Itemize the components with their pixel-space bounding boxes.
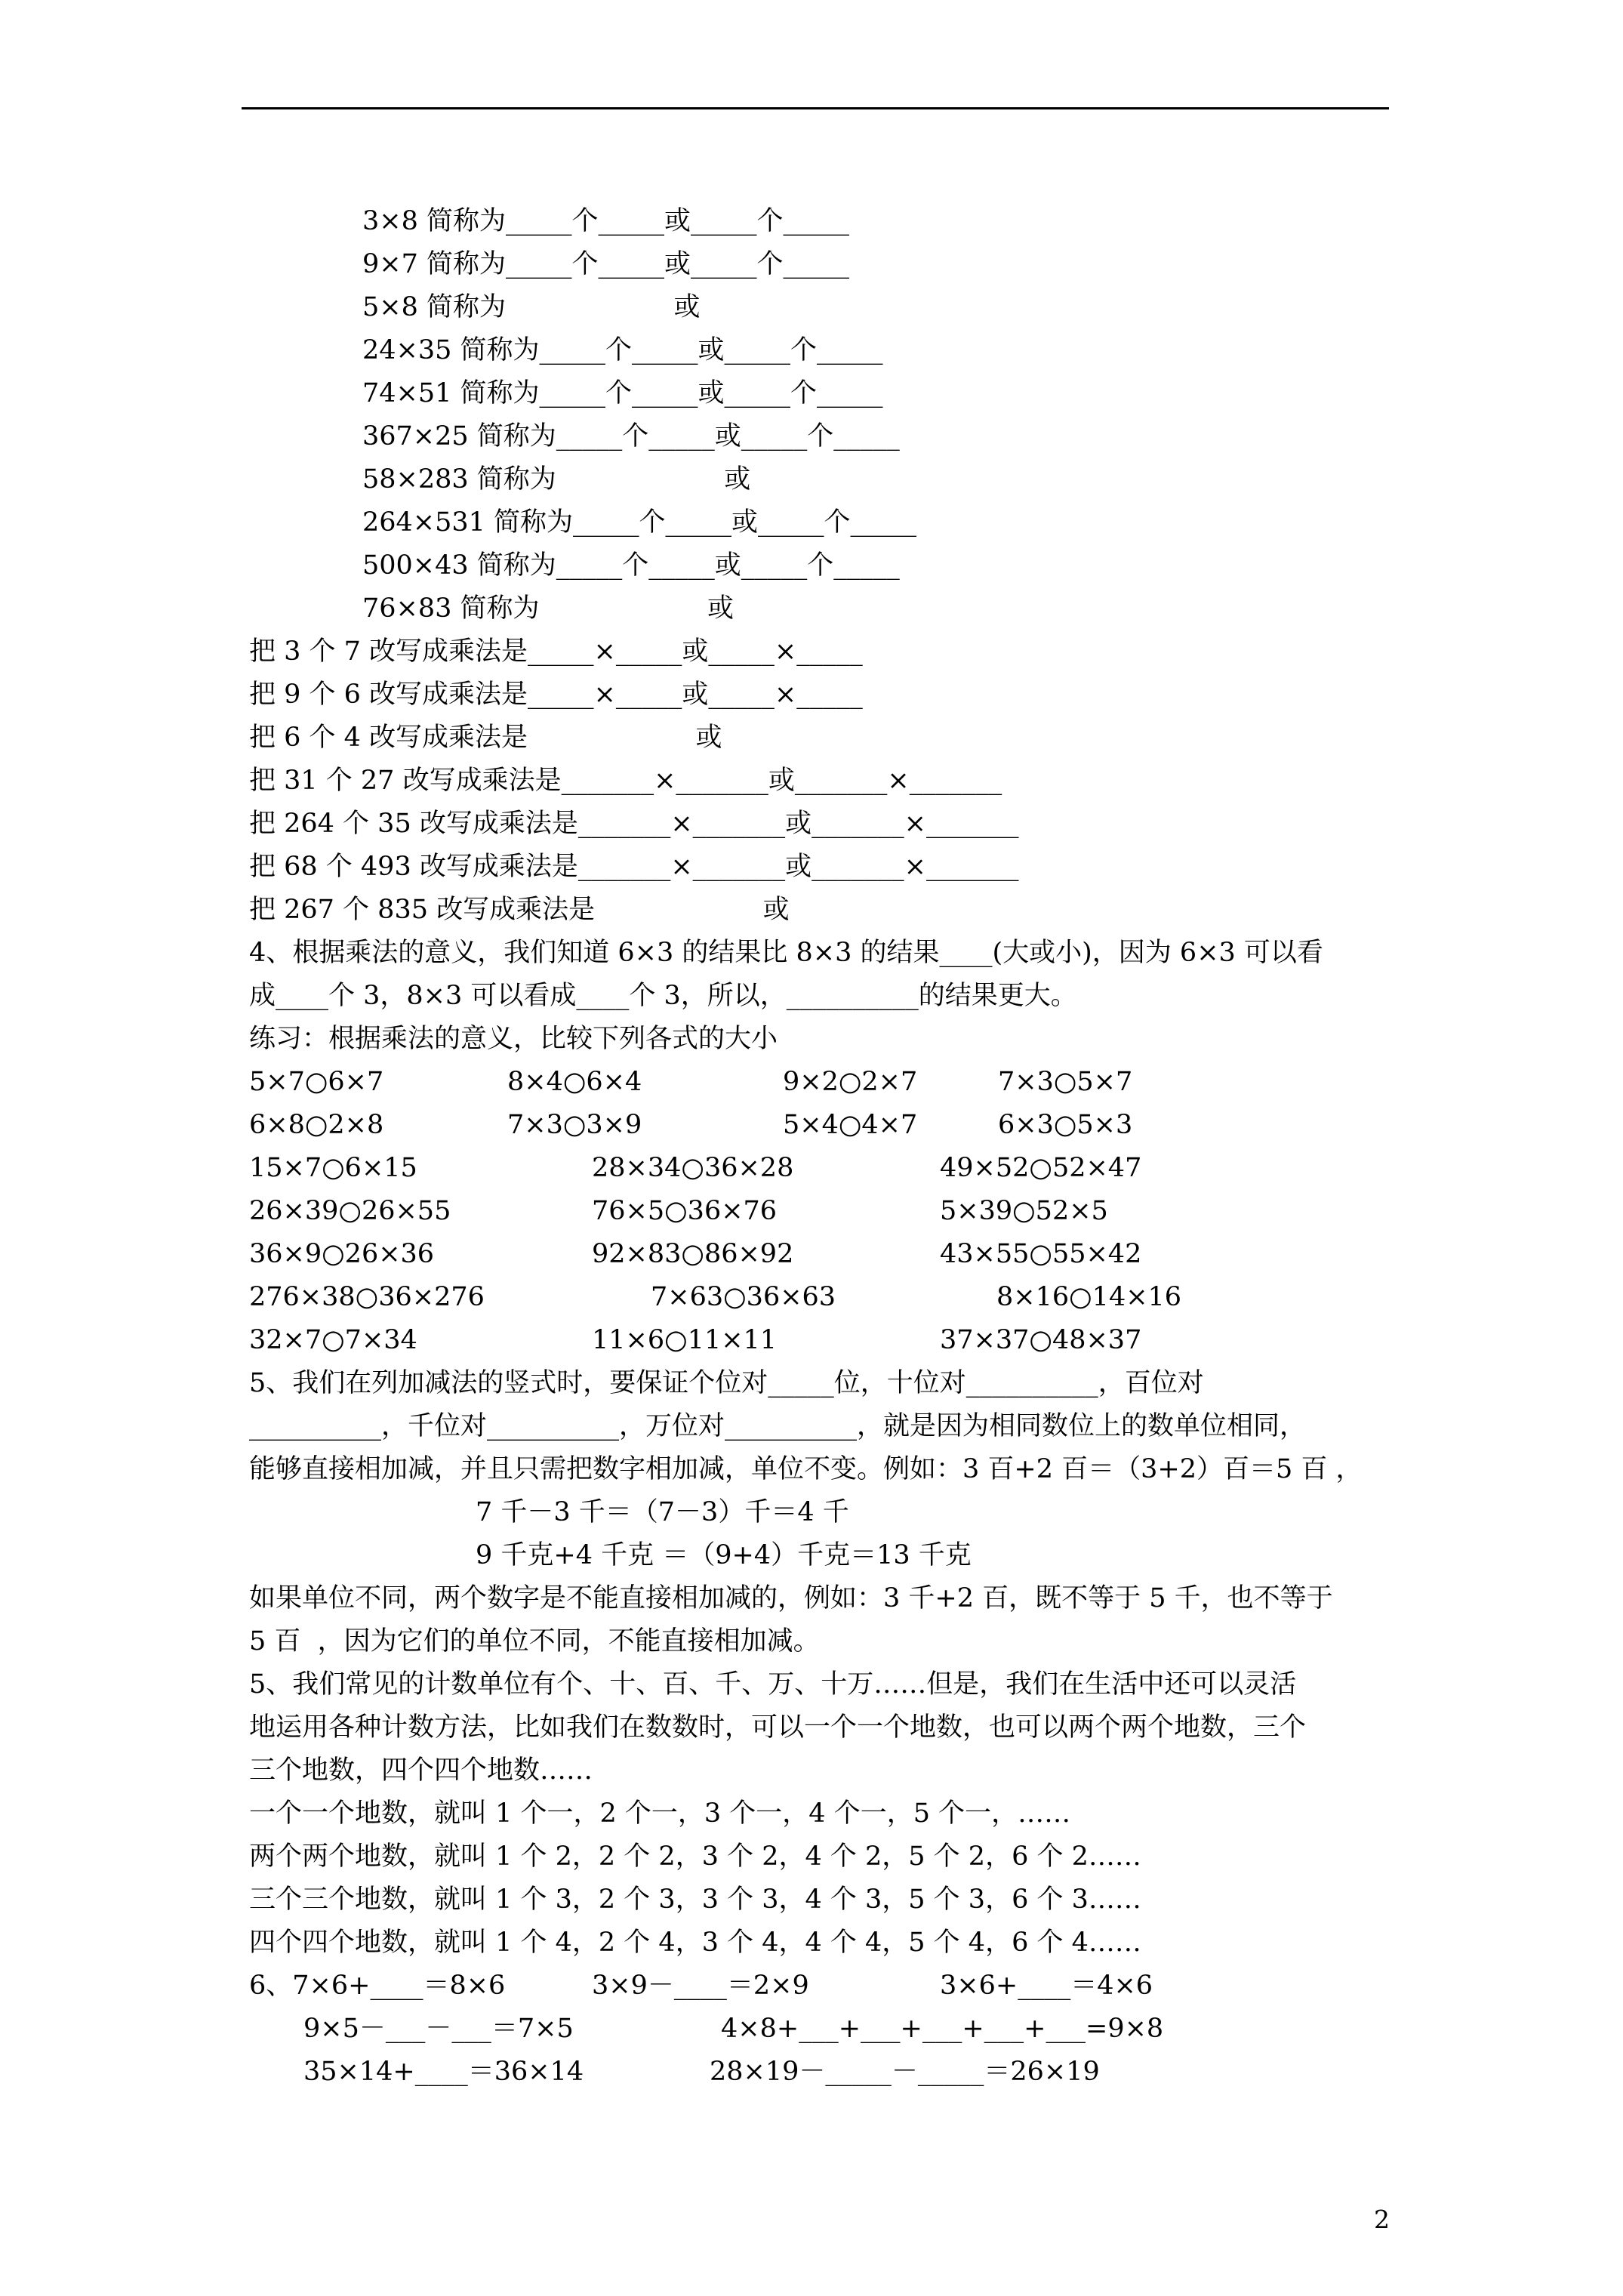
compare-item: 49×52○52×47	[940, 1153, 1142, 1183]
q5b-line: 5、我们常见的计数单位有个、十、百、千、万、十万……但是，我们在生活中还可以灵活	[249, 1669, 1297, 1700]
compare-item: 276×38○36×276	[249, 1282, 485, 1312]
q5a-line: 如果单位不同，两个数字是不能直接相加减的，例如：3 千+2 百，既不等于 5 千，也不等于	[249, 1583, 1333, 1613]
compare-item: 37×37○48×37	[940, 1325, 1142, 1355]
rewrite-line: 把 264 个 35 改写成乘法是_______×_______或_______×_______	[249, 809, 1019, 839]
q5a-line: 5、我们在列加减法的竖式时，要保证个位对_____位，十位对__________，百位对	[249, 1368, 1204, 1398]
rewrite-line: 把 6 个 4 改写成乘法是 或	[249, 723, 722, 753]
q5a-line: __________，千位对__________，万位对__________，就是因为相同数位上的数单位相同，	[249, 1411, 1307, 1441]
rewrite-line: 把 3 个 7 改写成乘法是_____×_____或_____×_____	[249, 636, 863, 667]
compare-item: 9×2○2×7	[783, 1067, 918, 1097]
compare-item: 8×16○14×16	[996, 1282, 1182, 1312]
compare-item: 8×4○6×4	[507, 1067, 642, 1097]
compare-item: 28×34○36×28	[592, 1153, 794, 1183]
compare-item: 7×3○5×7	[998, 1067, 1133, 1097]
q6-item: 9×5－___－___＝7×5	[303, 2014, 574, 2044]
q5a-line: 能够直接相加减，并且只需把数字相加减，单位不变。例如：3 百+2 百＝（3+2）百＝5 百 ，	[249, 1454, 1363, 1484]
abbrev-line: 500×43 简称为_____个_____或_____个_____	[362, 550, 900, 581]
compare-item: 6×3○5×3	[998, 1110, 1133, 1140]
compare-item: 7×3○3×9	[507, 1110, 642, 1140]
compare-item: 7×63○36×63	[651, 1282, 836, 1312]
page-number: 2	[1374, 2205, 1390, 2234]
q6-item: 3×9－____＝2×9	[592, 1971, 809, 2001]
q6-item: 3×6+____＝4×6	[940, 1971, 1153, 2001]
count-line: 三个三个地数，就叫 1 个 3，2 个 3，3 个 3，4 个 3，5 个 3，6 个 3……	[249, 1885, 1141, 1915]
abbrev-line: 3×8 简称为_____个_____或_____个_____	[362, 206, 849, 236]
count-line: 一个一个地数，就叫 1 个一，2 个一，3 个一，4 个一，5 个一，……	[249, 1798, 1071, 1829]
abbrev-line: 264×531 简称为_____个_____或_____个_____	[362, 507, 917, 538]
compare-item: 76×5○36×76	[592, 1196, 778, 1226]
q5b-line: 地运用各种计数方法，比如我们在数数时，可以一个一个地数，也可以两个两个地数，三个	[249, 1712, 1307, 1743]
compare-item: 5×7○6×7	[249, 1067, 384, 1097]
compare-item: 92×83○86×92	[592, 1239, 794, 1269]
q4-line: 成____个 3，8×3 可以看成____个 3，所以，__________的结果更大。	[249, 981, 1077, 1011]
compare-item: 6×8○2×8	[249, 1110, 384, 1140]
count-line: 两个两个地数，就叫 1 个 2，2 个 2，3 个 2，4 个 2，5 个 2，6 个 2……	[249, 1841, 1141, 1872]
compare-item: 5×4○4×7	[783, 1110, 918, 1140]
abbrev-line: 74×51 简称为_____个_____或_____个_____	[362, 378, 883, 408]
compare-item: 26×39○26×55	[249, 1196, 451, 1226]
q5a-line: 5 百 ，因为它们的单位不同，不能直接相加减。	[249, 1626, 820, 1657]
q5a-example: 9 千克+4 千克 ＝（9+4）千克＝13 千克	[476, 1540, 972, 1570]
rewrite-line: 把 267 个 835 改写成乘法是 或	[249, 895, 790, 925]
compare-item: 43×55○55×42	[940, 1239, 1142, 1269]
q6-item: 35×14+____＝36×14	[303, 2057, 584, 2087]
compare-item: 5×39○52×5	[940, 1196, 1108, 1226]
compare-item: 11×6○11×11	[592, 1325, 778, 1355]
q6-item: 6、7×6+____＝8×6	[249, 1971, 506, 2001]
q6-item: 4×8+___+___+___+___+___=9×8	[721, 2014, 1164, 2044]
q4-line: 4、根据乘法的意义，我们知道 6×3 的结果比 8×3 的结果____(大或小)，因为 6×3 可以看	[249, 938, 1323, 968]
count-line: 四个四个地数，就叫 1 个 4，2 个 4，3 个 4，4 个 4，5 个 4，6 个 4……	[249, 1928, 1141, 1958]
rewrite-line: 把 9 个 6 改写成乘法是_____×_____或_____×_____	[249, 680, 863, 710]
abbrev-line: 5×8 简称为 或	[362, 292, 701, 322]
q5b-line: 三个地数，四个四个地数……	[249, 1755, 593, 1786]
abbrev-line: 58×283 简称为 或	[362, 464, 751, 495]
abbrev-line: 76×83 简称为 或	[362, 593, 735, 624]
header-rule	[242, 107, 1389, 109]
rewrite-line: 把 68 个 493 改写成乘法是_______×_______或_______×_______	[249, 852, 1019, 882]
compare-item: 32×7○7×34	[249, 1325, 417, 1355]
q5a-example: 7 千－3 千＝（7－3）千＝4 千	[476, 1497, 849, 1527]
q6-item: 28×19－_____－_____＝26×19	[710, 2057, 1100, 2087]
abbrev-line: 367×25 简称为_____个_____或_____个_____	[362, 421, 900, 451]
abbrev-line: 9×7 简称为_____个_____或_____个_____	[362, 249, 849, 279]
compare-item: 36×9○26×36	[249, 1239, 435, 1269]
rewrite-line: 把 31 个 27 改写成乘法是_______×_______或_______×_______	[249, 766, 1002, 796]
abbrev-line: 24×35 简称为_____个_____或_____个_____	[362, 335, 883, 365]
compare-item: 15×7○6×15	[249, 1153, 417, 1183]
practice-title: 练习：根据乘法的意义，比较下列各式的大小	[249, 1024, 778, 1054]
